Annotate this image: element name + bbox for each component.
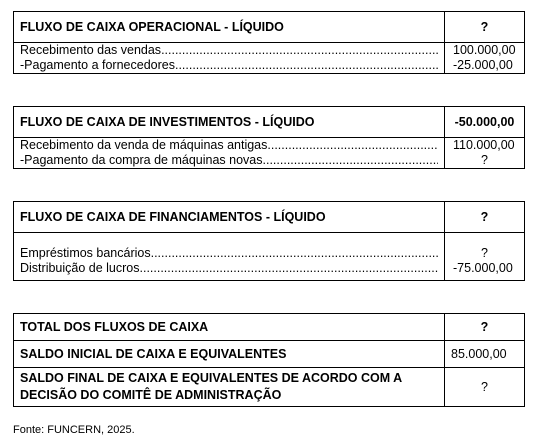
- investing-title: FLUXO DE CAIXA DE INVESTIMENTOS - LÍQUIDO: [14, 107, 445, 138]
- opening-balance-value: 85.000,00: [445, 341, 525, 368]
- investing-sale-value: 110.000,00: [453, 138, 515, 152]
- financing-item-values: [445, 233, 525, 281]
- investing-item-values: [445, 138, 525, 169]
- operating-item-values: [445, 43, 525, 74]
- operating-items: [14, 43, 445, 74]
- cash-flow-totals-table: [13, 313, 525, 407]
- closing-balance-value: ?: [445, 368, 525, 407]
- financing-items: [14, 233, 445, 281]
- investing-purchase-value: ?: [481, 153, 488, 167]
- cash-flow-operating-table: [13, 11, 525, 74]
- operating-net-value: ?: [445, 12, 525, 43]
- operating-sales-value: 100.000,00: [453, 43, 516, 57]
- cash-flow-financing-table: [13, 201, 525, 281]
- financing-item-loans: Empréstimos bancários .....: [20, 246, 438, 261]
- cash-flow-investing-table: [13, 106, 525, 169]
- total-flows-label: TOTAL DOS FLUXOS DE CAIXA: [14, 314, 445, 341]
- closing-balance-label: [14, 368, 445, 407]
- financing-net-value: ?: [445, 202, 525, 233]
- operating-suppliers-value: -25.000,00: [453, 58, 513, 72]
- operating-item-sales: Recebimento das vendas .....: [20, 43, 438, 58]
- operating-item-suppliers: -Pagamento a fornecedores .....: [20, 58, 438, 73]
- financing-loans-value: ?: [481, 246, 488, 260]
- financing-title: FLUXO DE CAIXA DE FINANCIAMENTOS - LÍQUIDO: [14, 202, 445, 233]
- financing-item-dividends: Distribuição de lucros .....: [20, 261, 438, 276]
- financing-dividends-value: -75.000,00: [453, 261, 513, 275]
- source-note: Fonte: FUNCERN, 2025.: [13, 424, 135, 436]
- total-flows-value: ?: [445, 314, 525, 341]
- opening-balance-label: SALDO INICIAL DE CAIXA E EQUIVALENTES: [14, 341, 445, 368]
- investing-item-purchase-machines: -Pagamento da compra de máquinas novas .....: [20, 153, 438, 168]
- investing-net-value: -50.000,00: [445, 107, 525, 138]
- operating-title: FLUXO DE CAIXA OPERACIONAL - LÍQUIDO: [14, 12, 445, 43]
- closing-balance-label-line1: SALDO FINAL DE CAIXA E EQUIVALENTES DE ACORDO COM A: [20, 371, 403, 385]
- investing-items: [14, 138, 445, 169]
- closing-balance-label-line2: DECISÃO DO COMITÊ DE ADMINISTRAÇÃO: [20, 388, 282, 402]
- investing-item-sale-machines: Recebimento da venda de máquinas antigas .....: [20, 138, 438, 153]
